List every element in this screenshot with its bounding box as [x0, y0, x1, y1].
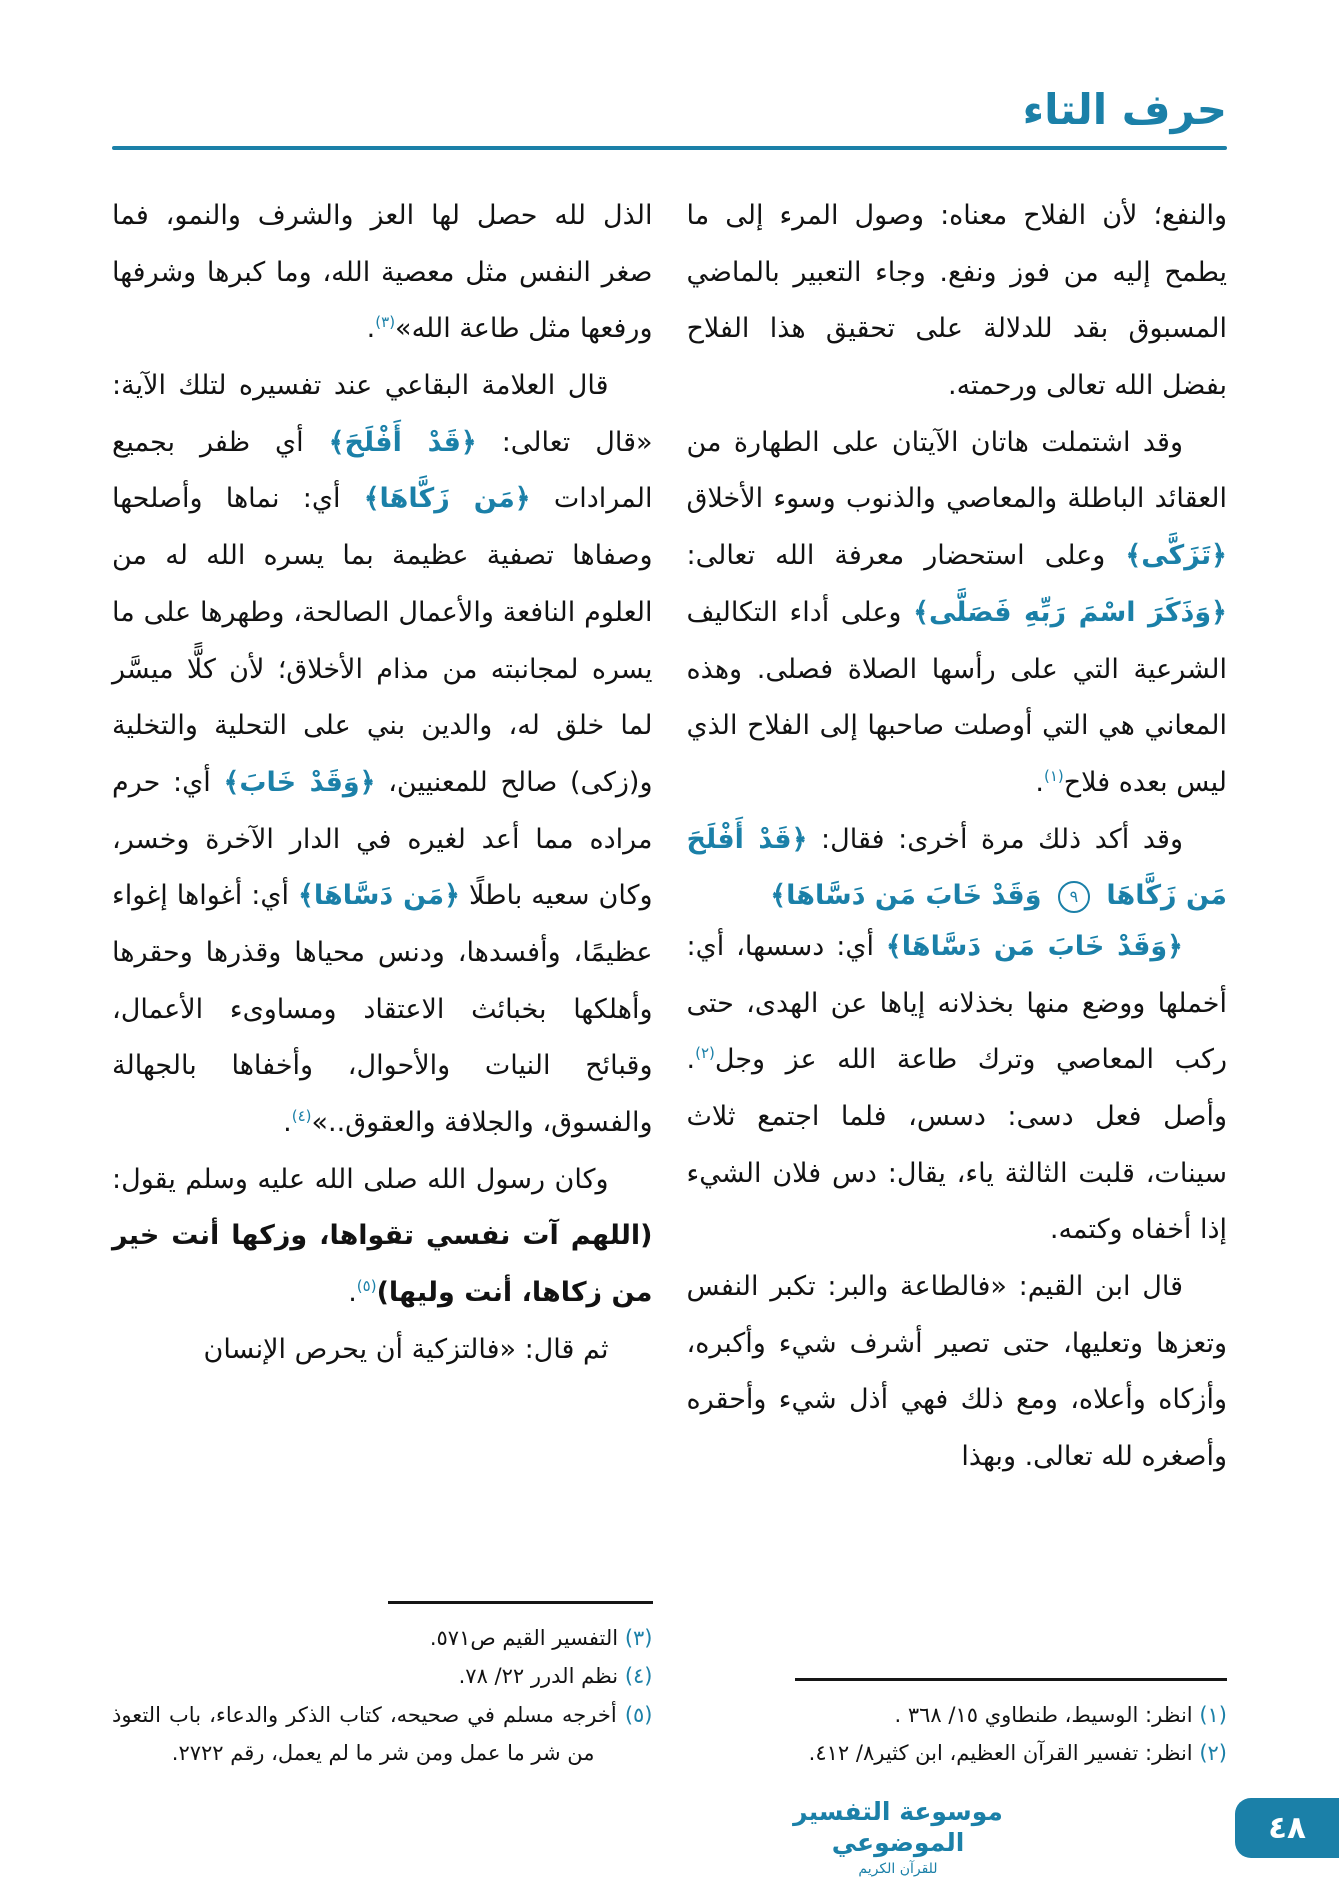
text-run: والنفع؛ لأن الفلاح معناه: وصول المرء إلى ما يطمح إليه من فوز ونفع. وجاء التعبير بالماضي المسبوق بقد للدلالة على تحقيق هذا الفلاح بفضل الله تعالى ورحمته.	[686, 200, 1227, 402]
footnote-number: (٥)	[624, 1702, 653, 1727]
column-right	[687, 188, 1228, 1772]
text-run: قال العلامة البقاعي عند تفسيره لتلك الآية: «قال تعالى:	[112, 370, 653, 458]
text-run: وعلى استحضار معرفة الله تعالى:	[686, 540, 1126, 572]
paragraph	[687, 1259, 1228, 1486]
text-run: أي: أغواها إغواء عظيمًا، وأفسدها، ودنس محياها وقذرها وحقرها وأهلكها بخبائث الاعتقاد ومساوىء الأعمال، وقبائح النيات والأحوال، وأخفاها بالجهالة والفسوق، والجلافة والعقوق..»	[112, 880, 653, 1138]
paragraph	[687, 188, 1228, 415]
footnote-separator	[795, 1678, 1227, 1681]
footnote-text: نظم الدرر ٢٢/ ٧٨.	[458, 1664, 619, 1689]
footnote-text: التفسير القيم ص٥٧١.	[429, 1626, 619, 1651]
paragraph	[687, 919, 1228, 1259]
text-run: ثم قال: «فالتزكية أن يحرص الإنسان	[203, 1333, 609, 1365]
ayah-number: ٩	[1058, 881, 1090, 913]
footnote-ref: (١)	[1043, 766, 1064, 785]
text-run: .	[366, 313, 376, 345]
text-run: وقد اشتملت هاتان الآيتان على الطهارة من العقائد الباطلة والمعاصي والذنوب وسوء الأخلاق	[686, 426, 1227, 515]
footnote	[112, 1657, 653, 1695]
page-number-badge	[1235, 1798, 1339, 1858]
text-run: أي: دسسها، أي: أخملها ووضع منها بخذلانه إياها عن الهدى، حتى ركب المعاصي وترك طاعة الله عز وجل	[686, 930, 1227, 1076]
footnote-ref: (٥)	[356, 1277, 377, 1296]
text-run: أي ظفر بجميع المرادات	[112, 426, 653, 515]
footnote-ref: (٤)	[291, 1107, 312, 1125]
footnote-number: (٣)	[624, 1626, 653, 1651]
footnote-ref: (٣)	[375, 313, 396, 332]
paragraph	[112, 1152, 653, 1322]
footnotes-right	[687, 1678, 1228, 1772]
page-number: ٤٨	[1268, 1810, 1306, 1846]
footnotes-left	[112, 1601, 653, 1772]
text-run: الذل لله حصل لها العز والشرف والنمو، فما صغر النفس مثل معصية الله، وما كبرها وشرفها ورفعها مثل طاعة الله»	[112, 200, 653, 345]
text-run: أي: حرم مراده مما أعد لغيره في الدار الآخرة وخسر، وكان سعيه باطلًا	[112, 766, 653, 912]
publisher-logo-subtitle: للقرآن الكريم	[858, 1860, 938, 1877]
hadith-text: (اللهم آت نفسي تقواها، وزكها أنت خير من زكاها، أنت وليها)	[112, 1220, 653, 1309]
text-run: قال ابن القيم: «فالطاعة والبر: تكبر النفس وتعزها وتعليها، حتى تصير أشرف شيء وأكبره، وأزكاه وأعلاه، ومع ذلك فهي أذل شيء وأحقره وأصغره لله تعالى. وبهذا	[686, 1271, 1227, 1473]
footnote	[687, 1696, 1228, 1734]
publisher-logo-title: موسوعة التفسير الموضوعي	[793, 1797, 1003, 1858]
footnote-number: (٢)	[1199, 1740, 1227, 1765]
text-run: وكان رسول الله صلى الله عليه وسلم يقول:	[112, 1163, 609, 1195]
footnote-text: انظر: الوسيط، طنطاوي ١٥/ ٣٦٨ .	[894, 1702, 1193, 1727]
paragraph	[687, 812, 1228, 925]
text-columns	[112, 188, 1227, 1772]
footnote-number: (١)	[1199, 1702, 1227, 1727]
footnote-ref: (٢)	[695, 1044, 715, 1063]
paragraph	[687, 415, 1228, 812]
quran-verse: ﴿قَدْ أَفْلَحَ﴾	[328, 426, 477, 458]
footnote	[112, 1619, 653, 1657]
footnote-text: انظر: تفسير القرآن العظيم، ابن كثير٨/ ٤١٢.	[808, 1740, 1193, 1765]
paragraph	[112, 1322, 653, 1379]
chapter-title: حرف التاء	[1022, 85, 1227, 134]
page-header	[112, 86, 1227, 150]
quran-verse: ﴿وَذَكَرَ اسْمَ رَبِّهِ فَصَلَّى﴾	[913, 596, 1227, 628]
footnote-separator	[388, 1601, 653, 1604]
text-run: .	[1035, 766, 1044, 798]
paragraph	[112, 358, 653, 1152]
quran-verse: ﴿تَزَكَّى﴾	[1125, 540, 1227, 572]
quran-verse: ﴿قَدْ أَفْلَحَ مَن زَكَّاهَا	[686, 823, 1227, 912]
text-run: أي: نماها وأصلحها وصفاها تصفية عظيمة بما يسره الله له من العلوم النافعة والأعمال الصالحة، وطهرها على ما يسره لمجانبته من مذام الأخلاق؛ لأن كلًّا ميسَّر لما خلق له، والدين بني على التحلية والتخلية و(زكى) صالح للمعنيين،	[112, 483, 653, 798]
column-left	[112, 188, 653, 1772]
quran-verse: ﴿وَقَدْ خَابَ مَن دَسَّاهَا﴾	[885, 930, 1183, 962]
footnote	[112, 1696, 653, 1772]
publisher-logo	[758, 1796, 1038, 1878]
text-run: . وأصل فعل دسى: دسس، فلما اجتمع ثلاث سينات، قلبت الثالثة ياء، يقال: دس فلان الشيء إذا أخفاه وكتمه.	[686, 1044, 1227, 1246]
paragraph	[112, 188, 653, 358]
text-run: وعلى أداء التكاليف الشرعية التي على رأسها الصلاة فصلى. وهذه المعاني هي التي أوصلت صاحبها إلى الفلاح الذي ليس بعده فلاح	[686, 596, 1227, 798]
quran-verse: ﴿وَقَدْ خَابَ﴾	[223, 766, 376, 798]
quran-verse: ﴿مَن دَسَّاهَا﴾	[298, 880, 460, 912]
footnote-text: أخرجه مسلم في صحيحه، كتاب الذكر والدعاء، باب التعوذ من شر ما عمل ومن شر ما لم يعمل، رقم ٢٧٢٢.	[112, 1702, 617, 1765]
quran-verse: ﴿مَن زَكَّاهَا﴾	[363, 483, 531, 515]
text-run: .	[348, 1277, 357, 1309]
text-run: وقد أكد ذلك مرة أخرى: فقال:	[807, 823, 1183, 855]
footnote-number: (٤)	[624, 1664, 653, 1689]
footnote	[687, 1734, 1228, 1772]
quran-verse: وَقَدْ خَابَ مَن دَسَّاهَا﴾	[770, 880, 1051, 912]
header-rule	[112, 146, 1227, 150]
text-run: .	[283, 1107, 292, 1138]
